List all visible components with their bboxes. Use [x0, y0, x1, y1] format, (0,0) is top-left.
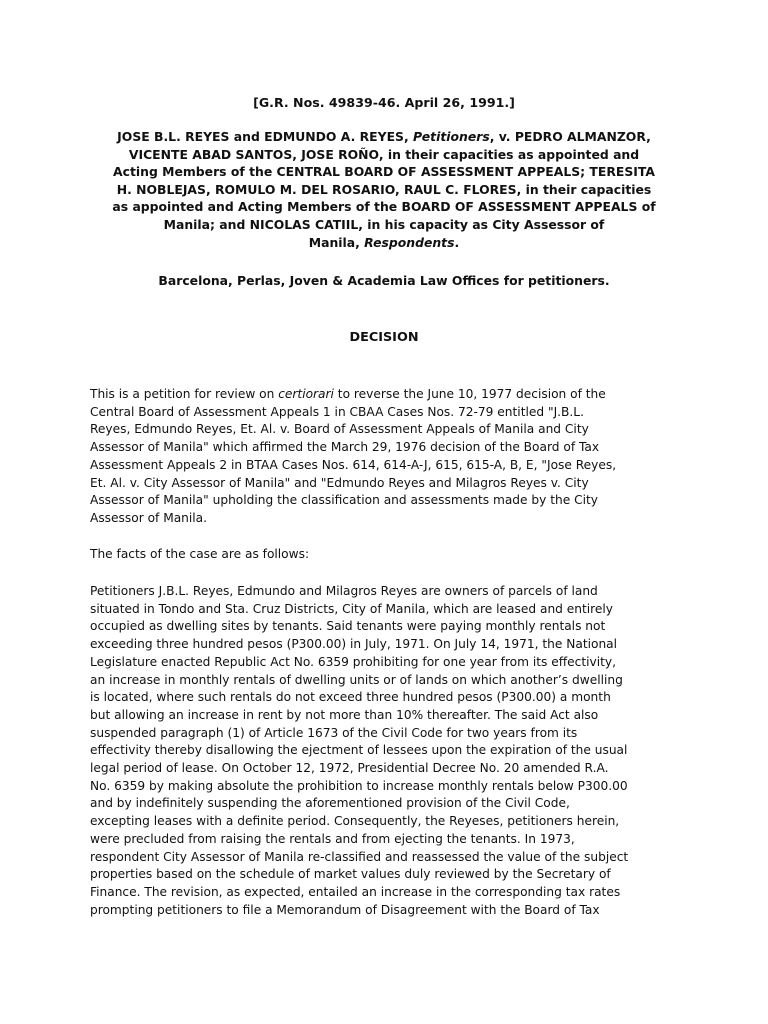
paragraph-line: properties based on the schedule of market values duly reviewed by the Secretary of: [90, 867, 611, 882]
parties-line-1: [117, 129, 651, 144]
paragraph-text: This is a petition for review on: [90, 387, 279, 401]
paragraph-line: legal period of lease. On October 12, 1972, Presidential Decree No. 20 amended R.A.: [90, 761, 609, 776]
paragraph-petition-summary: [90, 386, 690, 528]
paragraph-line: The facts of the case are as follows:: [90, 547, 310, 561]
paragraph-line: Assessor of Manila" upholding the classification and assessments made by the City: [90, 493, 598, 508]
paragraph-line: but allowing an increase in rent by not more than 10% thereafter. The said Act also: [90, 707, 599, 722]
case-parties: [84, 128, 684, 251]
paragraph-line: were precluded from raising the rentals and from ejecting the tenants. In 1973,: [90, 831, 575, 846]
paragraph-line: exceeding three hundred pesos (P300.00) in July, 1971. On July 14, 1971, the National: [90, 637, 618, 652]
parties-line-7: [309, 235, 459, 250]
parties-text: , v. PEDRO ALMANZOR,: [489, 129, 651, 144]
paragraph-text: to reverse the June 10, 1977 decision of the: [333, 387, 606, 401]
paragraph-line: situated in Tondo and Sta. Cruz Districts, City of Manila, which are leased and entirely: [90, 601, 614, 616]
parties-text: Manila,: [308, 234, 365, 250]
paragraph-line: is located, where such rentals do not exceed three hundred pesos (P300.00) a month: [90, 690, 611, 705]
parties-line-4: H. NOBLEJAS, ROMULO M. DEL ROSARIO, RAUL C. FLORES, in their capacities: [116, 181, 652, 197]
parties-line-5: as appointed and Acting Members of the BOARD OF ASSESSMENT APPEALS of: [112, 199, 656, 215]
paragraph-line: Et. Al. v. City Assessor of Manila" and "Edmundo Reyes and Milagros Reyes v. City: [90, 475, 589, 490]
counsel-line: Barcelona, Perlas, Joven & Academia Law Offices for petitioners.: [158, 273, 610, 288]
paragraph-line: occupied as dwelling sites by tenants. Said tenants were paying monthly rentals not: [90, 619, 606, 634]
paragraph-line: Petitioners J.B.L. Reyes, Edmundo and Milagros Reyes are owners of parcels of land: [90, 584, 598, 598]
paragraph-line: and by indefinitely suspending the aforementioned provision of the Civil Code,: [90, 796, 570, 811]
paragraph-line: Assessor of Manila.: [90, 510, 208, 525]
parties-line-3: Acting Members of the CENTRAL BOARD OF ASSESSMENT APPEALS; TERESITA: [113, 164, 655, 180]
paragraph-line: suspended paragraph (1) of Article 1673 of the Civil Code for two years from its: [90, 725, 578, 740]
paragraph-line: excepting leases with a definite period. Consequently, the Reyeses, petitioners herein,: [90, 814, 620, 829]
paragraph-line: respondent City Assessor of Manila re-classified and reassessed the value of the subject: [90, 849, 629, 864]
respondents-label: Respondents: [364, 234, 455, 250]
paragraph-line: Finance. The revision, as expected, entailed an increase in the corresponding tax rates: [90, 884, 621, 899]
paragraph-line: No. 6359 by making absolute the prohibition to increase monthly rentals below P300.00: [90, 778, 628, 793]
paragraph-line: Assessor of Manila" which affirmed the March 29, 1976 decision of the Board of Tax: [90, 440, 600, 455]
paragraph-line: Central Board of Assessment Appeals 1 in CBAA Cases Nos. 72-79 entitled "J.B.L.: [90, 404, 584, 419]
paragraph-line: Legislature enacted Republic Act No. 6359 prohibiting for one year from its effectivity,: [90, 654, 616, 669]
paragraph-facts: [90, 583, 690, 919]
paragraph-line: Reyes, Edmundo Reyes, Et. Al. v. Board of Assessment Appeals of Manila and City: [90, 422, 589, 437]
paragraph-line: effectivity thereby disallowing the ejectment of lessees upon the expiration of the usual: [90, 743, 628, 758]
paragraph-line: prompting petitioners to file a Memorandum of Disagreement with the Board of Tax: [90, 902, 600, 917]
paragraph-line: an increase in monthly rentals of dwelling units or of lands on which another’s dwelling: [90, 672, 623, 687]
parties-text: .: [454, 234, 460, 250]
certiorari-term: certiorari: [278, 387, 334, 401]
parties-text: JOSE B.L. REYES and EDMUNDO A. REYES,: [117, 129, 413, 144]
paragraph-line: [90, 386, 690, 404]
parties-line-2: VICENTE ABAD SANTOS, JOSE ROÑO, in their capacities as appointed and: [128, 146, 640, 162]
paragraph-line: Assessment Appeals 2 in BTAA Cases Nos. 614, 614-A-J, 615, 615-A, B, E, "Jose Reyes,: [90, 457, 617, 472]
parties-line-6: Manila; and NICOLAS CATIIL, in his capacity as City Assessor of: [163, 216, 605, 232]
decision-heading: DECISION: [349, 330, 419, 345]
paragraph-facts-intro: [90, 546, 690, 564]
petitioners-label: Petitioners: [413, 129, 490, 144]
case-citation: [G.R. Nos. 49839-46. April 26, 1991.]: [253, 95, 515, 110]
